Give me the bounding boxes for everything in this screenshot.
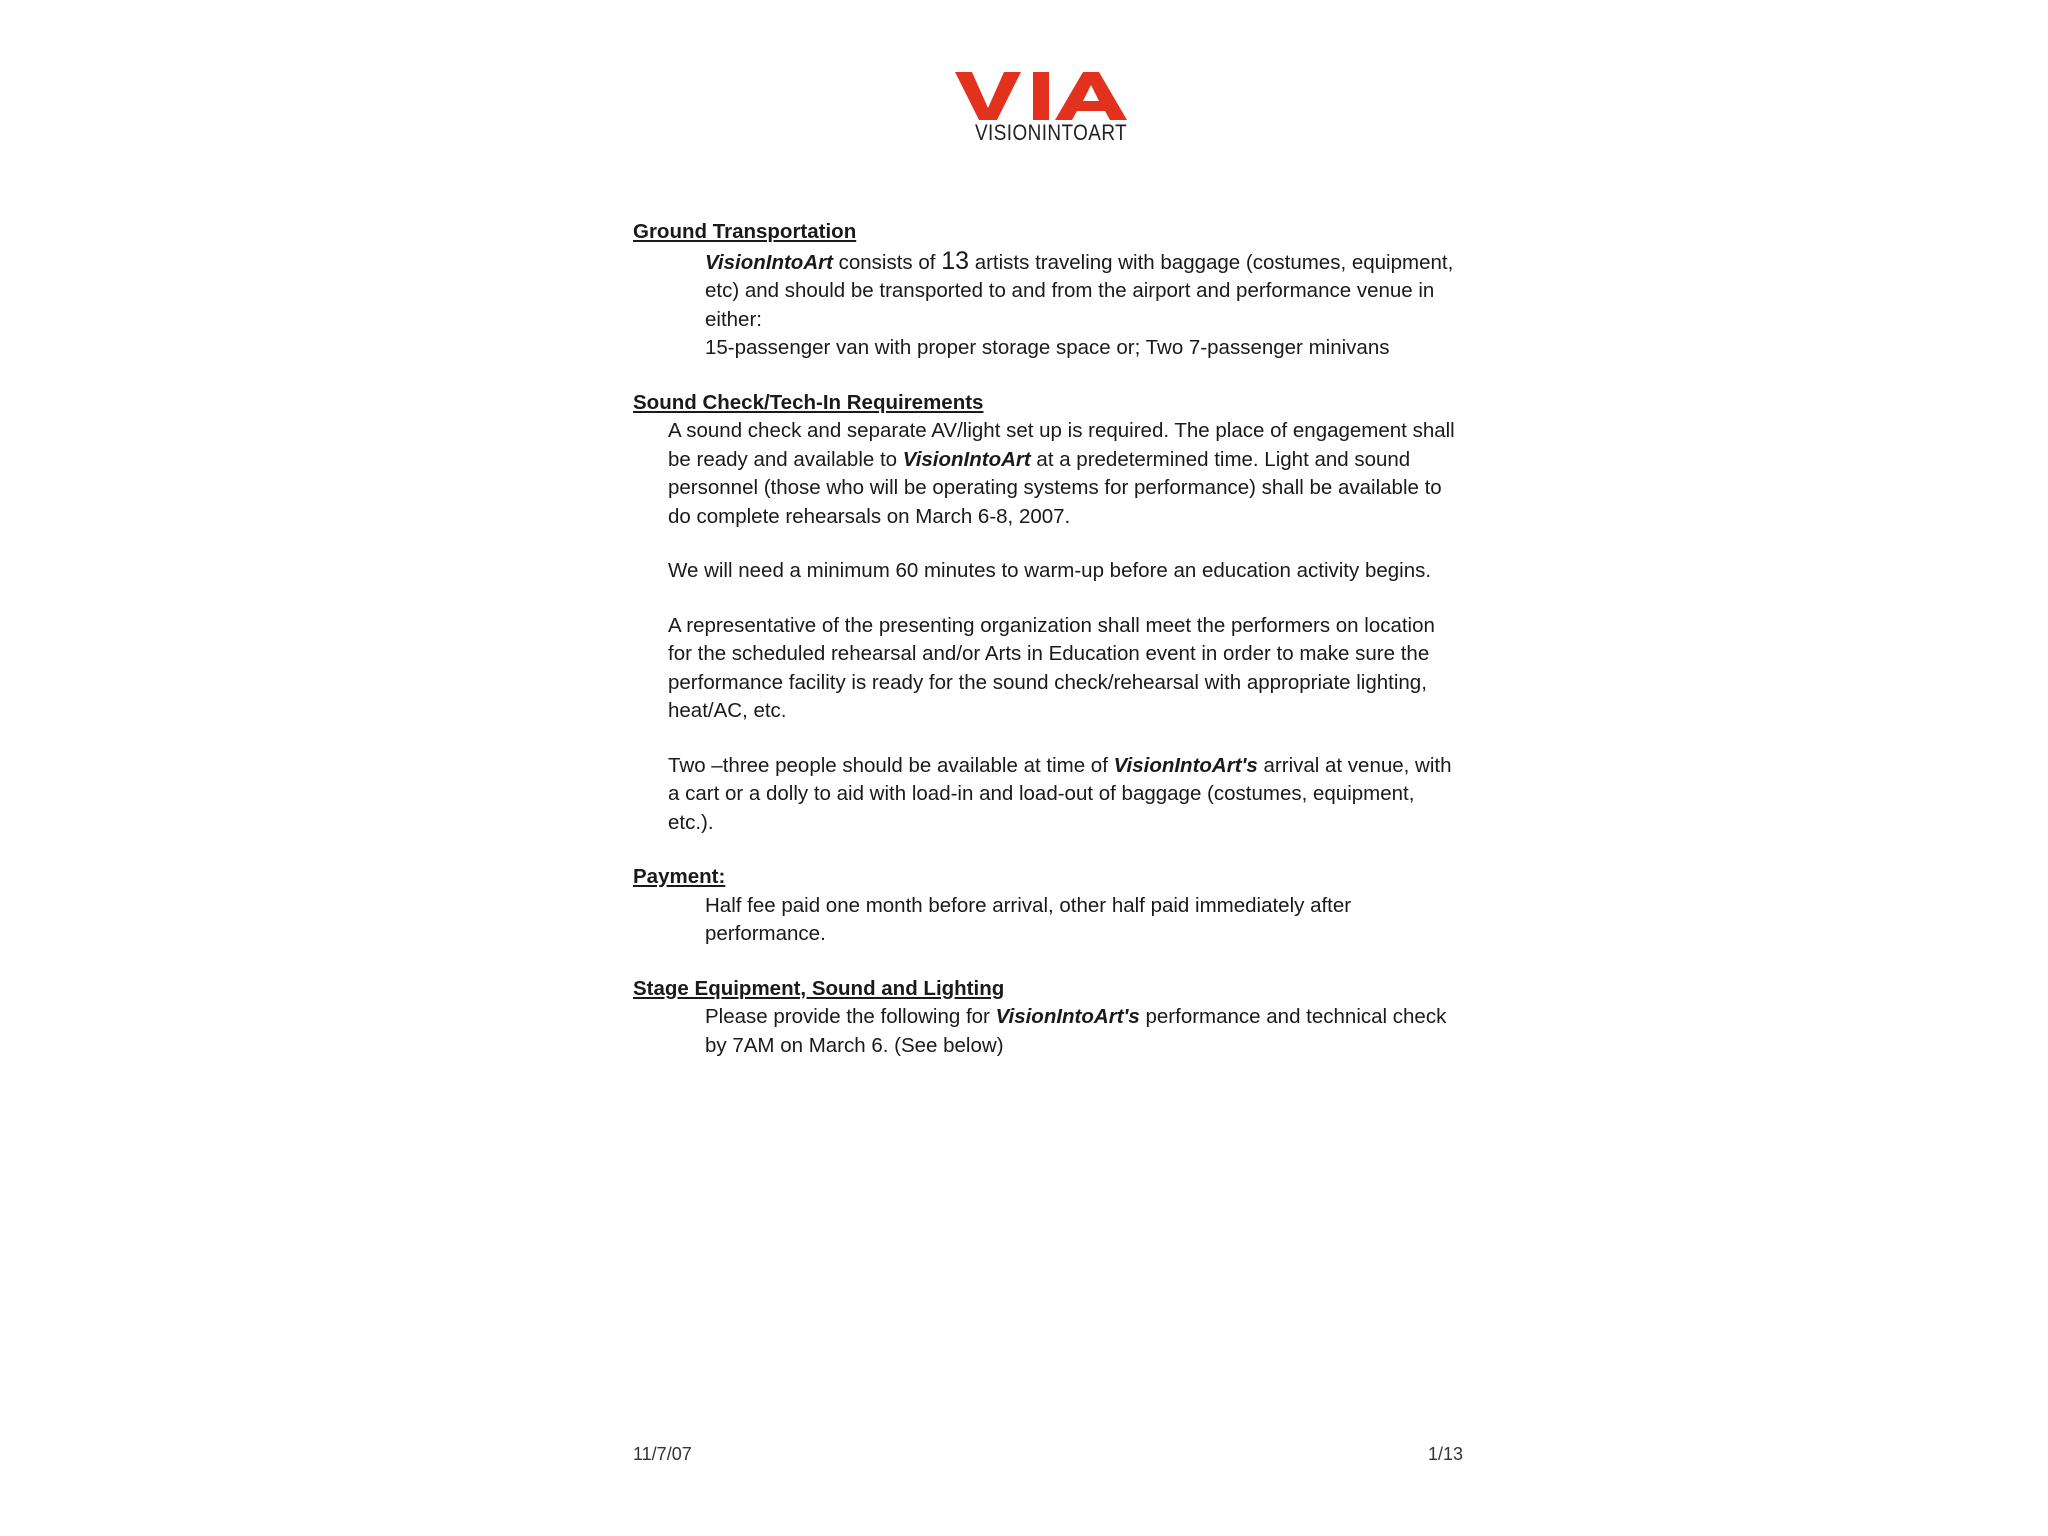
payment-paragraph: Half fee paid one month before arrival, other half paid immediately after performance.: [705, 893, 1352, 945]
heading-ground-transportation: Ground Transportation: [633, 220, 857, 243]
via-logo-mark: [955, 72, 1150, 120]
heading-payment: Payment:: [633, 865, 726, 888]
heading-stage-equipment: Stage Equipment, Sound and Lighting: [633, 976, 1005, 1000]
heading-sound-check: Sound Check/Tech-In Requirements: [633, 390, 984, 414]
ground-paragraph-1: VisionIntoArt consists of 13 artists traveling with baggage (costumes, equipment, etc) and should be transported to and from the airport and performance venue in either:: [705, 246, 1454, 331]
ground-paragraph-2: 15-passenger van with proper storage space or; Two 7-passenger minivans: [705, 336, 1390, 359]
brand-name: VisionIntoArt's: [995, 1005, 1140, 1028]
sound-paragraph-1: A sound check and separate AV/light set up is required. The place of engagement shall be ready and available to VisionIntoArt at a predetermined time. Light and sound personnel (those who will be operating systems for performance) shall be available to do complete rehearsals on March 6-8, 2007.: [668, 419, 1455, 528]
brand-name: VisionIntoArt: [902, 447, 1031, 471]
brand-name: VisionIntoArt's: [1113, 753, 1258, 777]
sound-paragraph-2: We will need a minimum 60 minutes to warm-up before an education activity begins.: [668, 559, 1432, 582]
logo-subtitle: VISIONINTOART: [975, 120, 1128, 145]
brand-name: VisionIntoArt: [705, 250, 833, 274]
document-body: [633, 218, 1463, 1060]
stage-paragraph: Please provide the following for VisionIntoArt's performance and technical check by 7AM on March 6. (See below): [705, 1005, 1447, 1057]
sound-paragraph-3: A representative of the presenting organization shall meet the performers on location for the scheduled rehearsal and/or Arts in Education event in order to make sure the performance facility is ready for the sound check/rehearsal with appropriate lighting, heat/AC, etc.: [668, 613, 1435, 722]
sound-paragraph-4: Two –three people should be available at time of VisionIntoArt's arrival at venue, with a cart or a dolly to aid with load-in and load-out of baggage (costumes, equipment, etc.).: [668, 753, 1452, 834]
artist-count: 13: [941, 246, 969, 275]
footer-date: 11/7/07: [633, 1444, 692, 1464]
footer-page-number: 1/13: [1428, 1444, 1464, 1464]
